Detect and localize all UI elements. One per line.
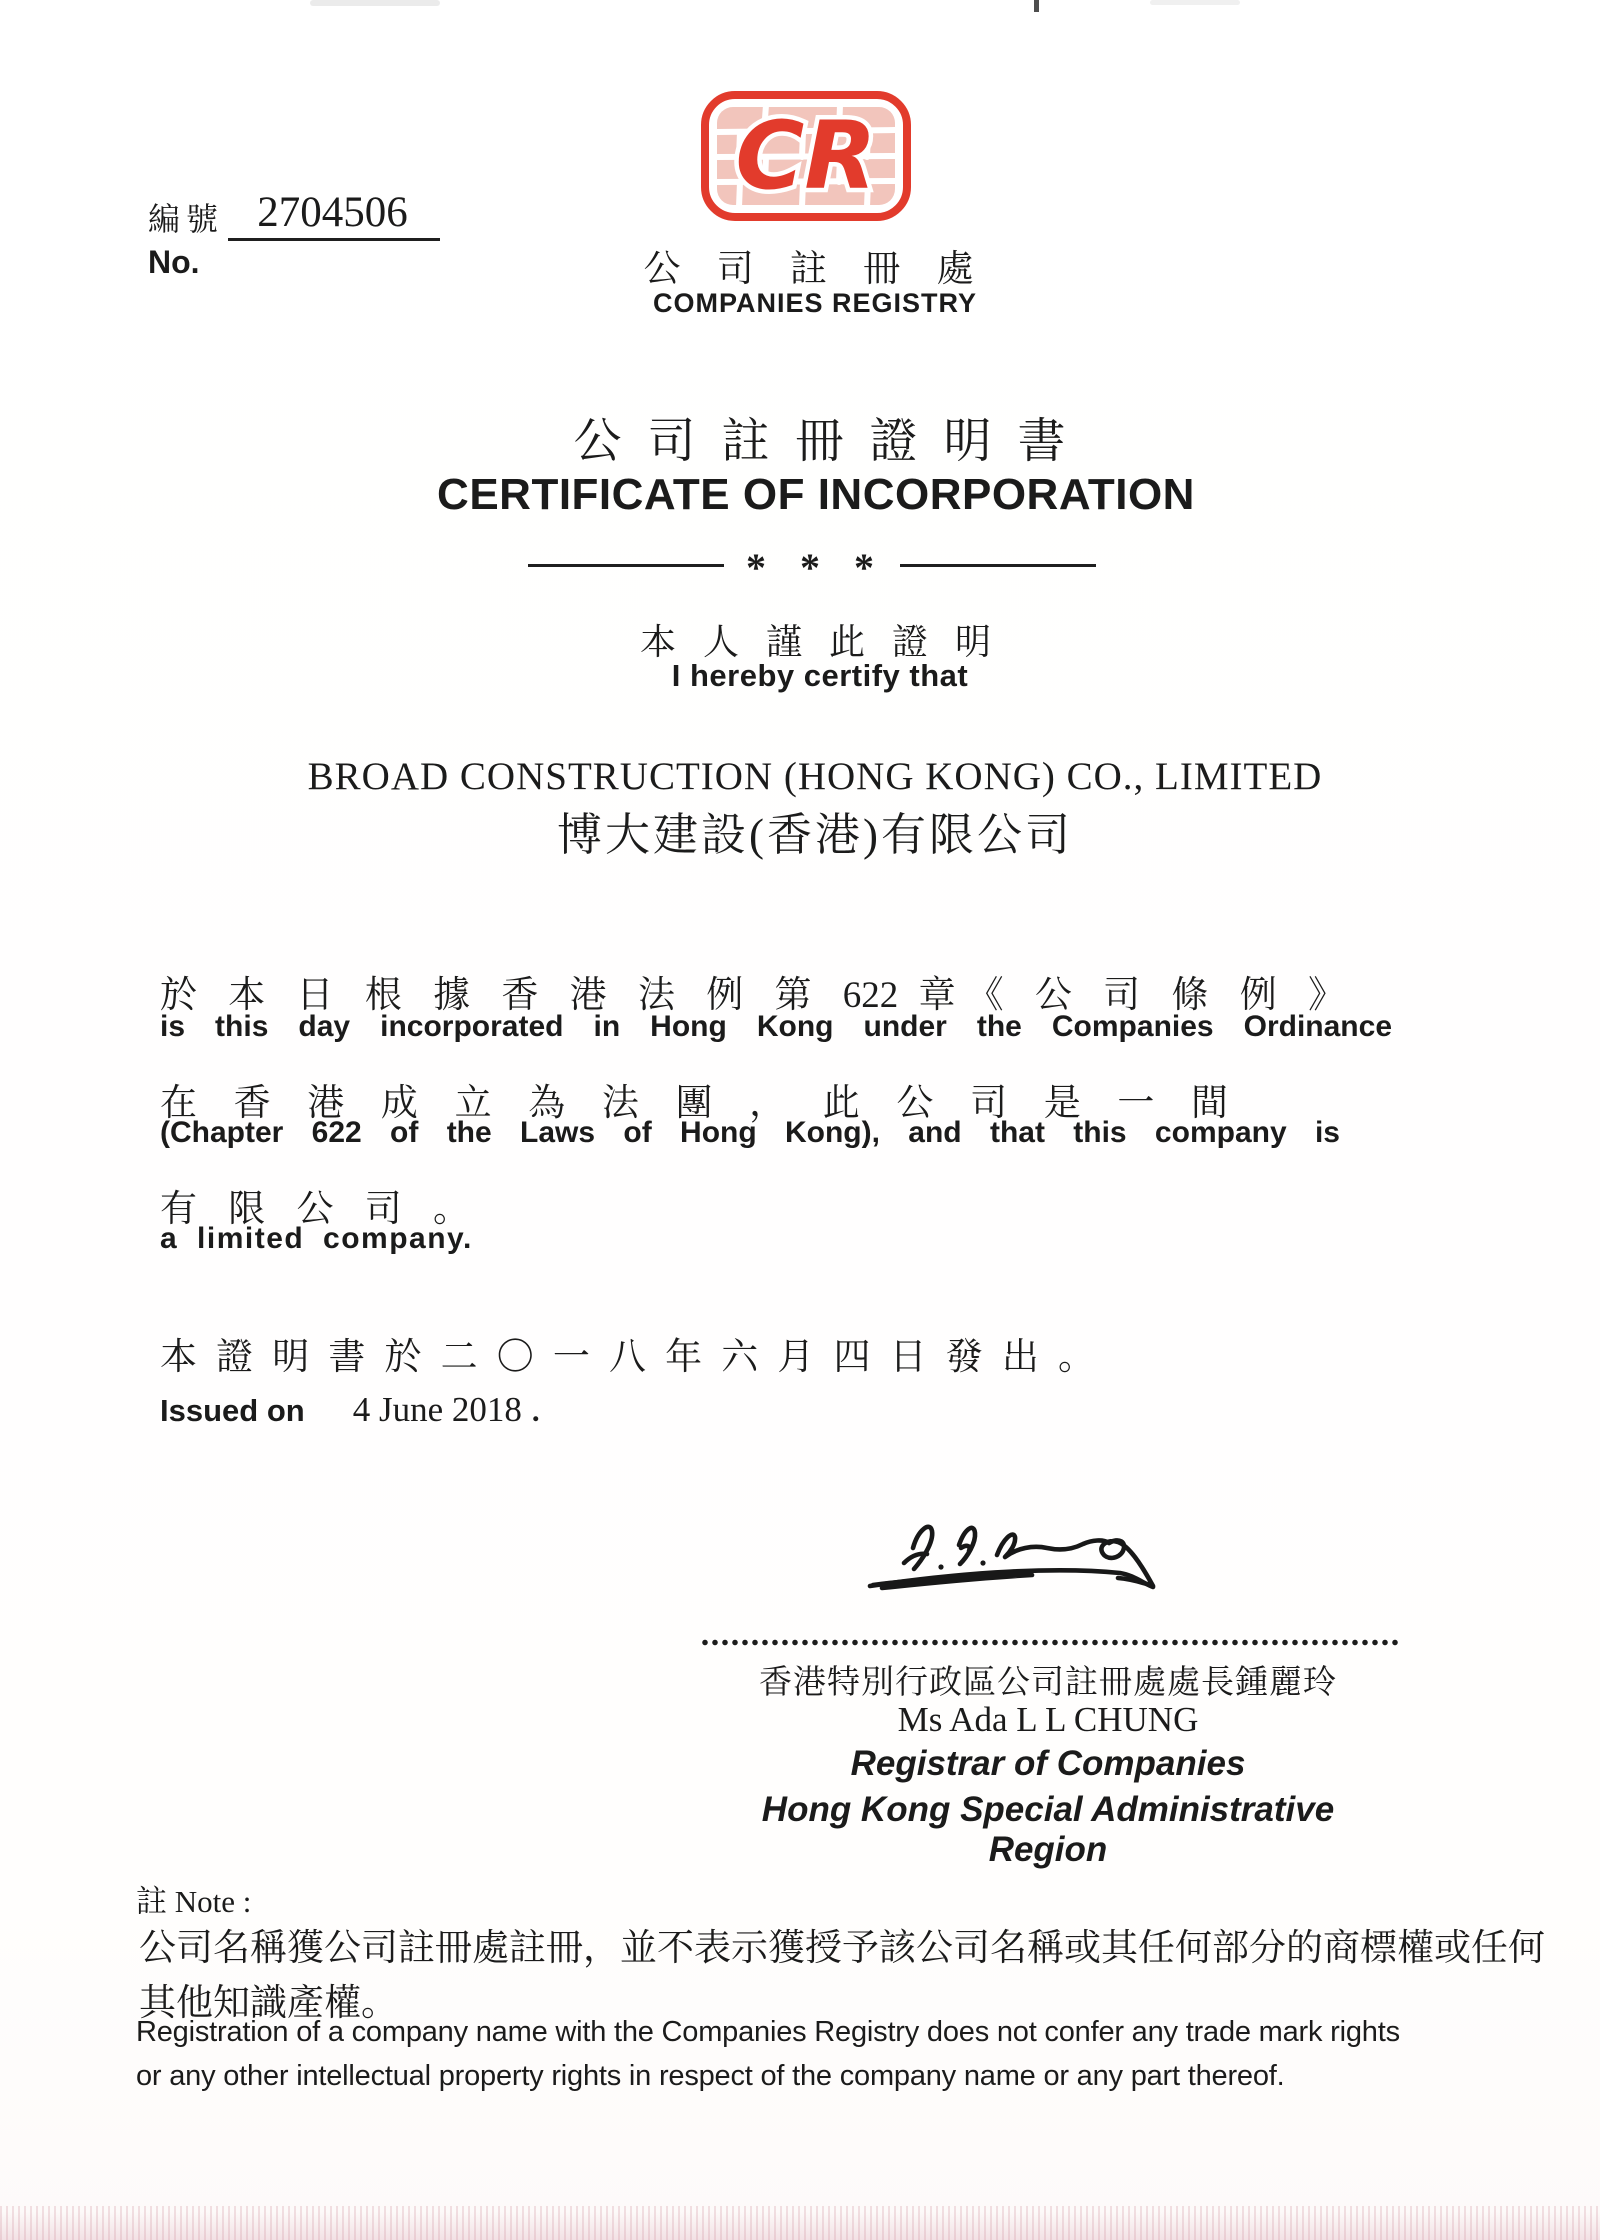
registrar-title-en: Registrar of Companies [850,1744,1246,1783]
registrar-name: Ms Ada L L CHUNG [897,1700,1199,1739]
certify-statement-zh: 本 人 謹 此 證 明 [639,622,1000,662]
issued-date-period: . [531,1393,540,1428]
divider-stars: * * * [746,545,886,590]
certificate-title-zh: 公 司 註 冊 證 明 書 [573,415,1073,468]
issued-date-value: 4 June 2018 [352,1390,522,1429]
ref-number-label-zh: 編號 [148,201,225,237]
divider-right-line [900,564,1096,567]
certificate-title-en: CERTIFICATE OF INCORPORATION [437,470,1195,519]
note-text-en-line1: Registration of a company name with the Companies Registry does not confer any trade mark rights [136,2016,1400,2048]
note-label: 註 Note : [136,1884,252,1919]
ref-number-value: 2704506 [257,189,408,236]
registrar-title-zh: 香港特別行政區公司註冊處處長鍾麗玲 [759,1665,1337,1701]
company-name-zh: 博大建設(香港)有限公司 [557,810,1073,860]
scan-artifact-bottom [0,2206,1600,2240]
issued-statement-zh: 本 證 明 書 於 二 〇 一 八 年 六 月 四 日 發 出 。 [160,1337,1095,1378]
registrar-signature [820,1488,1320,1658]
signature-dotted-line [700,1638,1400,1647]
registry-name-en: COMPANIES REGISTRY [652,288,978,318]
registry-name-zh: 公 司 註 冊 處 [643,248,987,289]
title-divider [528,540,1096,590]
scan-artifact-top [1150,0,1240,5]
note-text-zh-line2: 其他知識產權。 [139,1983,398,2024]
body-line1-en: is this day incorporated in Hong Kong under the Companies Ordinance [160,1010,1392,1043]
scan-artifact-top-tick [1034,0,1039,12]
scan-artifact-top [310,0,440,6]
note-text-zh-line1: 公司名稱獲公司註冊處註冊，並不表示獲授予該公司名稱或其任何部分的商標權或任何 [139,1928,1545,1969]
issued-statement-en [160,1390,540,1430]
note-text-en-line2: or any other intellectual property rights in respect of the company name or any part thereof. [136,2060,1285,2092]
body-line3-zh: 有 限 公 司 。 [160,1189,481,1230]
company-name-en: BROAD CONSTRUCTION (HONG KONG) CO., LIMITED [307,755,1323,798]
companies-registry-logo-icon [700,90,912,222]
logo-cr-text: CR [735,102,877,211]
registrar-region: Hong Kong Special Administrative Region [761,1790,1335,1869]
divider-left-line [528,564,724,567]
body-line2-zh: 在 香 港 成 立 為 法 團 ， 此 公 司 是 一 間 [160,1083,1228,1124]
ref-number-underline [228,238,440,241]
body-line3-en: a limited company. [160,1222,473,1255]
body-line1-zh: 於 本 日 根 據 香 港 法 例 第 622 章《 公 司 條 例 》 [160,975,1345,1016]
issued-on-label: Issued on [160,1393,305,1428]
certify-statement-en: I hereby certify that [671,658,969,693]
ref-number-label-en: No. [148,244,200,280]
body-line2-en: (Chapter 622 of the Laws of Hong Kong), and that this company is [160,1116,1340,1149]
